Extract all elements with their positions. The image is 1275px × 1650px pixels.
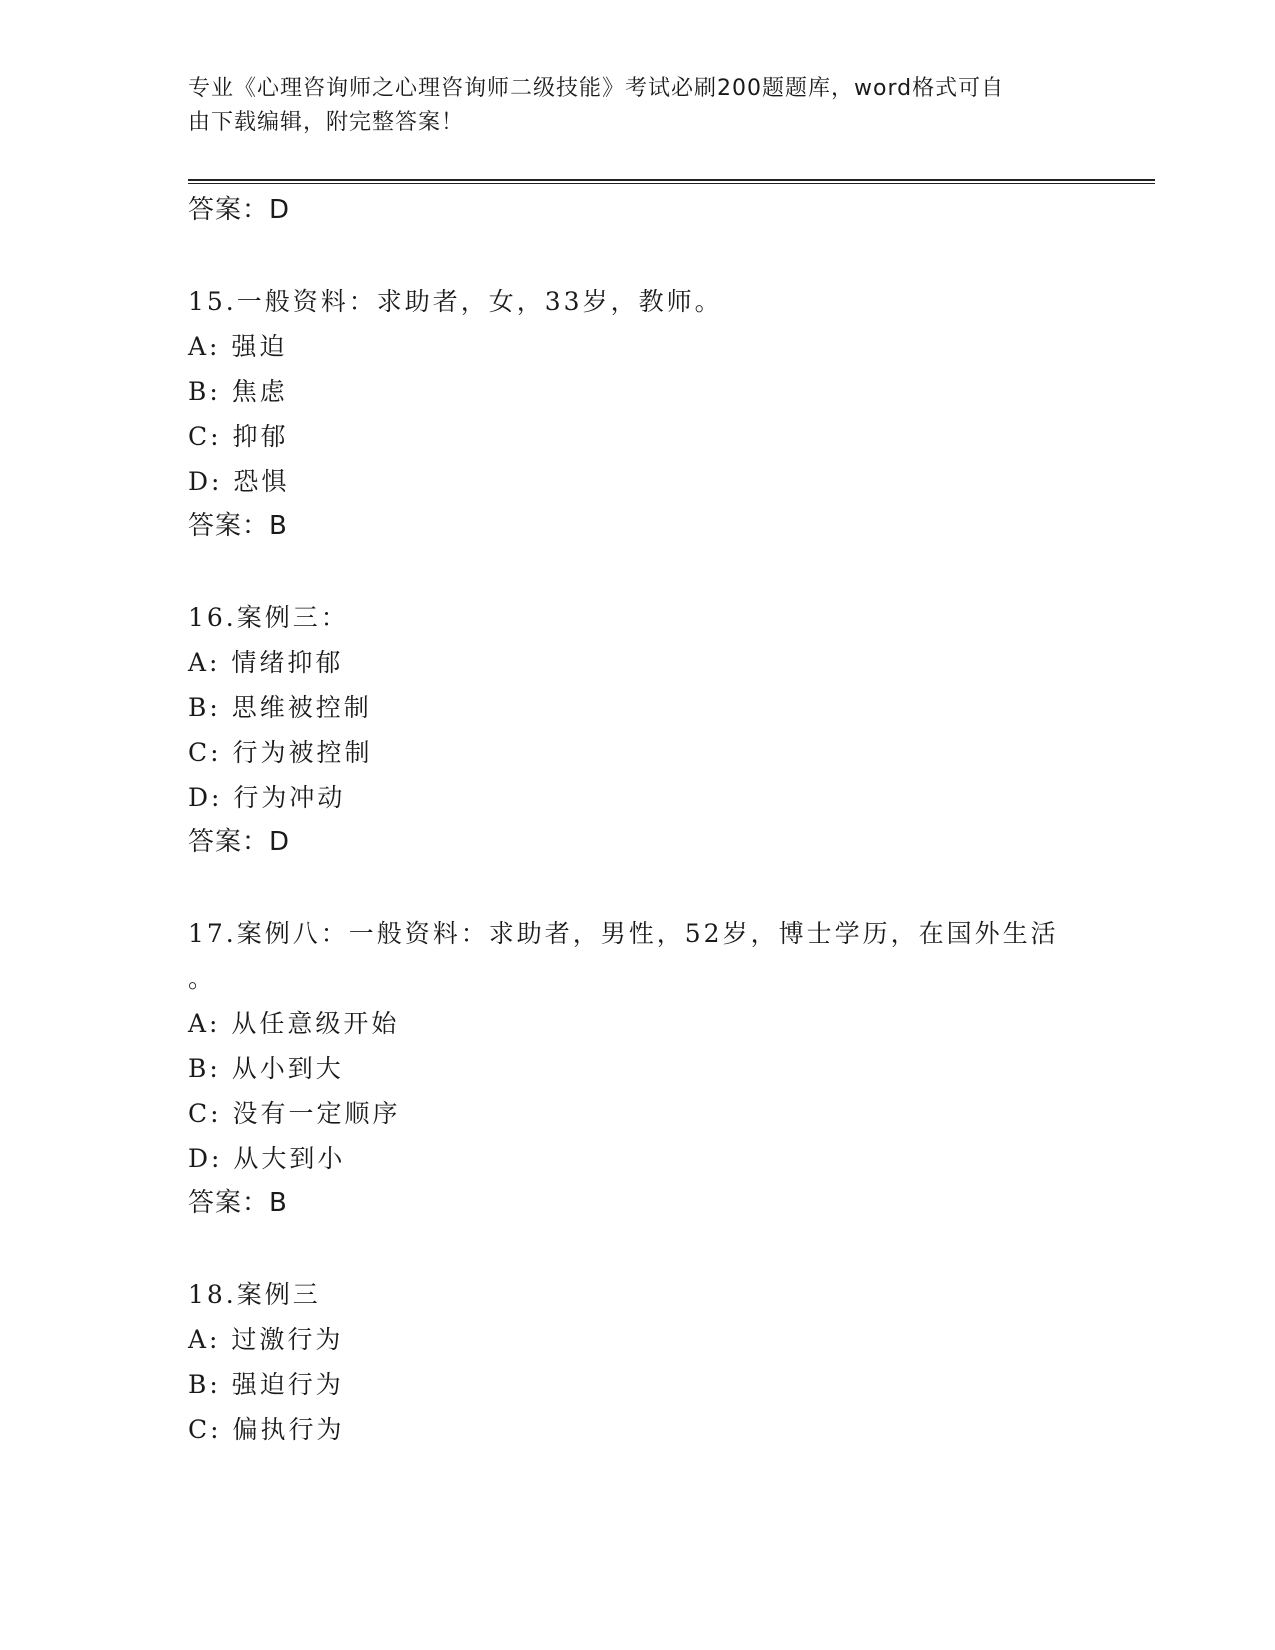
option-d: D: 从大到小	[188, 1144, 346, 1173]
answer-line: 答案：D	[188, 827, 291, 857]
option-a: A: 从任意级开始	[188, 1009, 400, 1038]
option-b: B: 焦虑	[188, 377, 288, 406]
answer-line: 答案：D	[188, 195, 291, 225]
option-a: A: 过激行为	[188, 1325, 344, 1354]
question-text: 18.案例三	[188, 1280, 321, 1309]
header-line-1: 专业《心理咨询师之心理咨询师二级技能》考试必刷200题题库，word格式可自	[188, 76, 1005, 101]
question-18	[188, 1272, 1088, 1452]
question-list	[188, 188, 1088, 1452]
question-17	[188, 911, 1088, 1226]
question-15	[188, 279, 1088, 549]
answer-line: 答案：B	[188, 1188, 288, 1218]
question-text-continued: 。	[188, 964, 217, 993]
spacer	[188, 1226, 1088, 1272]
option-b: B: 思维被控制	[188, 693, 372, 722]
spacer	[188, 233, 1088, 279]
option-d: D: 恐惧	[188, 467, 290, 496]
question-text: 15.一般资料：求助者，女，33岁，教师。	[188, 287, 723, 316]
option-c: C: 行为被控制	[188, 738, 373, 767]
spacer	[188, 865, 1088, 911]
answer-line: 答案：B	[188, 511, 288, 541]
option-d: D: 行为冲动	[188, 783, 346, 812]
option-c: C: 抑郁	[188, 422, 289, 451]
document-header	[188, 72, 1088, 140]
header-divider	[188, 179, 1155, 184]
option-a: A: 强迫	[188, 332, 288, 361]
question-text: 16.案例三：	[188, 603, 349, 632]
header-line-2: 由下载编辑，附完整答案！	[188, 110, 465, 135]
option-a: A: 情绪抑郁	[188, 648, 344, 677]
spacer	[188, 549, 1088, 595]
option-b: B: 强迫行为	[188, 1370, 344, 1399]
question-text: 17.案例八：一般资料：求助者，男性，52岁，博士学历，在国外生活	[188, 919, 1059, 948]
option-c: C: 没有一定顺序	[188, 1099, 401, 1128]
option-b: B: 从小到大	[188, 1054, 344, 1083]
question-16	[188, 595, 1088, 865]
option-c: C: 偏执行为	[188, 1415, 345, 1444]
